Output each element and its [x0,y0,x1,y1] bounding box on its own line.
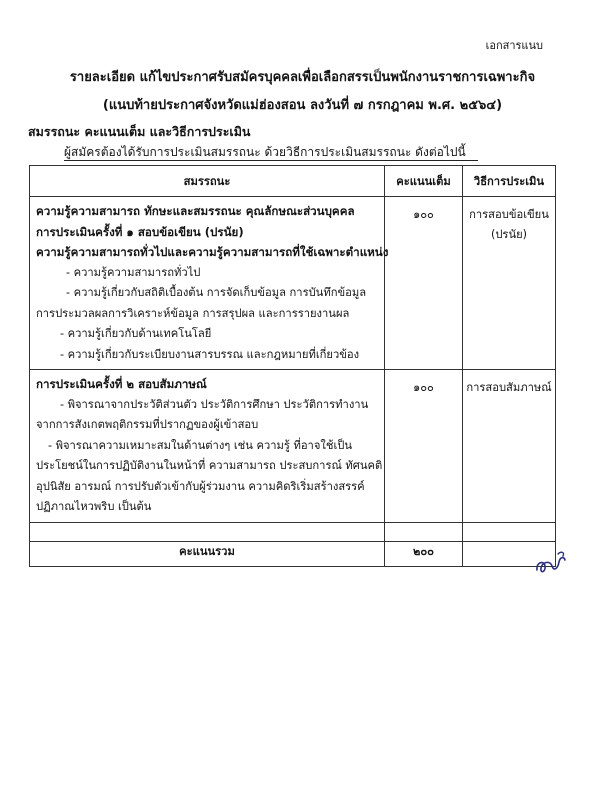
competency-bullet-continued: จากการสังเกตพฤติกรรมที่ปรากฏของผู้เข้าสอบ [36,418,259,431]
method-line: (ปรนัย) [490,228,528,241]
total-label: คะแนนรวม [30,541,385,566]
competency-bullet: - ความรู้เกี่ยวกับสถิติเบื้องต้น การจัดเก็บข้อมูล การบันทึกข้อมูล [66,286,367,299]
competency-cell-written [30,197,389,370]
competency-line: การประเมินครั้งที่ ๒ สอบสัมภาษณ์ [36,377,207,391]
intro-underline [64,160,478,161]
competency-bullet: - พิจารณาความเหมาะสมในด้านต่างๆ เช่น ความรู้ ที่อาจใช้เป็น [48,438,353,452]
handwritten-initials-signature [532,548,570,578]
competency-bullet-continued: การประมวลผลการวิเคราะห์ข้อมูล การสรุปผล และการรายงานผล [36,306,350,320]
section-heading: สมรรถนะ คะแนนเต็ม และวิธีการประเมิน [28,124,251,139]
competency-bullet-continued: ปฏิภาณไหวพริบ เป็นต้น [36,500,152,513]
method-cell: การสอบสัมภาษณ์ [463,370,556,523]
section-intro: ผู้สมัครต้องได้รับการประเมินสมรรถนะ ด้วยวิธีการประเมินสมรรถนะ ดังต่อไปนี้ [64,145,466,159]
competency-line: การประเมินครั้งที่ ๑ สอบข้อเขียน (ปรนัย) [36,224,244,239]
table-row [30,197,556,370]
method-cell [463,197,556,370]
competency-cell-interview [30,370,385,523]
table-row [30,370,556,523]
table-row-empty [30,522,556,541]
header-method: วิธีการประเมิน [463,166,556,197]
assessment-table [29,165,556,567]
header-full-score: คะแนนเต็ม [385,166,463,197]
competency-bullet: - ความรู้เกี่ยวกับด้านเทคโนโลยี [60,327,212,340]
document-title: รายละเอียด แก้ไขประกาศรับสมัครบุคคลเพื่อเลือกสรรเป็นพนักงานราชการเฉพาะกิจ [69,70,536,85]
competency-bullet-continued: อุปนิสัย อารมณ์ การปรับตัวเข้ากับผู้ร่วมงาน ความคิดริเริ่มสร้างสรรค์ [36,479,365,493]
score-cell: ๑๐๐ [385,370,463,523]
competency-bullet: - ความรู้ความสามารถทั่วไป [66,265,201,279]
competency-bullet: - พิจารณาจากประวัติส่วนตัว ประวัติการศึกษา ประวัติการทำงาน [60,397,369,411]
competency-line: ความรู้ความสามารถ ทักษะและสมรรถนะ คุณลักษณะส่วนบุคคล [36,204,355,218]
total-value: ๒๐๐ [385,541,463,566]
attachment-label: เอกสารแนบ [485,39,543,52]
score-cell: ๑๐๐ [385,197,463,370]
table-row-total [30,541,556,566]
table-header-row [30,166,556,197]
competency-line: ความรู้ความสามารถทั่วไปและความรู้ความสามารถที่ใช้เฉพาะตำแหน่ง [36,245,389,259]
document-subtitle: (แนบท้ายประกาศจังหวัดแม่ฮ่องสอน ลงวันที่ ๗ กรกฎาคม พ.ศ. ๒๕๖๔) [102,98,503,113]
competency-bullet-continued: ประโยชน์ในการปฏิบัติงานในหน้าที่ ความสามารถ ประสบการณ์ ทัศนคติ [36,459,383,472]
method-line: การสอบข้อเขียน [469,208,549,221]
competency-bullet: - ความรู้เกี่ยวกับระเบียบงานสารบรรณ และกฎหมายที่เกี่ยวข้อง [60,347,360,361]
header-competency: สมรรถนะ [30,166,385,197]
